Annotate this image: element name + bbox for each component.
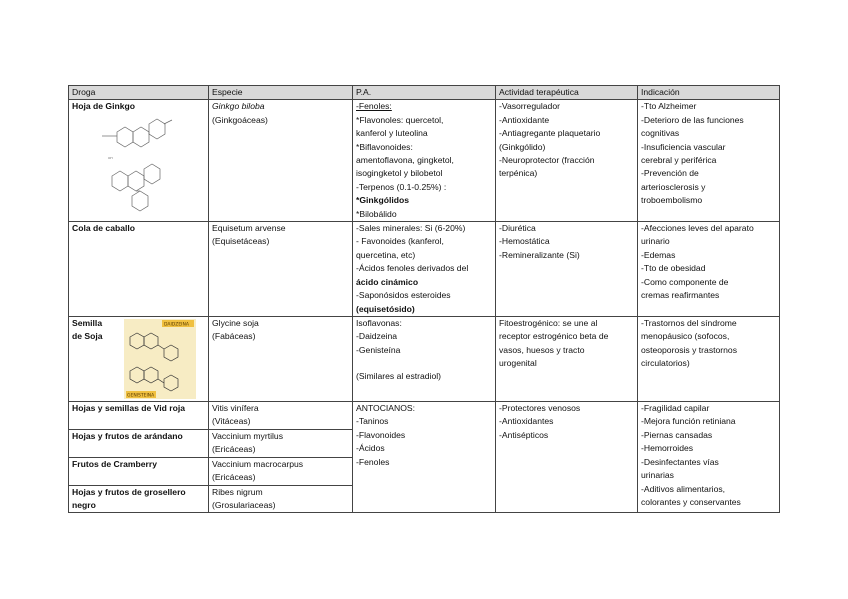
cell-actividad: [496, 100, 638, 222]
cell-pa: [353, 222, 496, 317]
drug-name: Cola de caballo: [72, 223, 136, 234]
drug-name: Hojas y semillas de Vid roja: [72, 403, 186, 414]
activity-line: receptor estrogénico beta de: [499, 331, 609, 342]
species-family: (Ericáceas): [212, 472, 256, 483]
pa-line: ácido cinámico: [356, 276, 419, 287]
indication-line: cognitivas: [641, 128, 680, 139]
pa-line: -Ácidos: [356, 443, 385, 454]
species-family: (Ericáceas): [212, 444, 256, 455]
indication-line: -Mejora función retiniana: [641, 416, 736, 427]
soy-isoflavone-structure: [124, 319, 196, 399]
activity-line: urogenital: [499, 358, 537, 369]
cell-especie: [209, 100, 353, 222]
species-name: Glycine soja: [212, 318, 259, 329]
cell-especie: [209, 457, 353, 485]
activity-line: -Vasorregulador: [499, 101, 560, 112]
cell-actividad: [496, 317, 638, 402]
indication-line: cremas reafirmantes: [641, 290, 720, 301]
pa-line: (Similares al estradiol): [356, 371, 442, 382]
cell-especie: [209, 429, 353, 457]
pa-line: amentoflavona, gingketol,: [356, 155, 454, 166]
cell-especie: [209, 485, 353, 513]
indication-line: -Trastornos del síndrome: [641, 318, 737, 329]
table-row: [69, 317, 780, 402]
header-indicacion: Indicación: [638, 86, 780, 100]
pa-line: *Bilobálido: [356, 208, 397, 219]
indication-line: cerebral y periférica: [641, 155, 717, 166]
header-especie: Especie: [209, 86, 353, 100]
species-name: Vaccinium myrtilus: [212, 430, 283, 441]
pa-line: quercetina, etc): [356, 249, 416, 260]
indication-line: -Tto Alzheimer: [641, 101, 697, 112]
pa-line: -Genisteína: [356, 344, 401, 355]
species-family: (Grosulariaceas): [212, 499, 276, 510]
activity-line: terpénica): [499, 168, 538, 179]
cell-indicacion: [638, 100, 780, 222]
drug-name: Semilla: [72, 318, 103, 329]
activity-line: -Hemostática: [499, 236, 550, 247]
drug-name: Hojas y frutos de grosellero negro: [72, 486, 186, 510]
pa-line: (equisetósido): [356, 303, 415, 314]
indication-line: -Piernas cansadas: [641, 429, 713, 440]
indication-line: urinario: [641, 236, 670, 247]
pa-line: - Favonoides (kanferol,: [356, 236, 444, 247]
pa-line: *Biflavonoides:: [356, 141, 413, 152]
header-row: [69, 86, 780, 100]
header-actividad: Actividad terapéutica: [496, 86, 638, 100]
pa-line: -Fenoles: [356, 456, 390, 467]
cell-actividad: [496, 402, 638, 513]
species-family: (Ginkgoáceas): [212, 114, 268, 125]
species-family: (Equisetáceas): [212, 236, 270, 247]
table-row: [69, 222, 780, 317]
cell-pa: [353, 402, 496, 513]
indication-line: colorantes y conservantes: [641, 496, 741, 507]
species-family: (Fabáceas): [212, 331, 256, 342]
indication-line: -Fragilidad capilar: [641, 403, 710, 414]
activity-line: -Protectores venosos: [499, 403, 581, 414]
cell-indicacion: [638, 402, 780, 513]
species-name: Vitis vinífera: [212, 403, 259, 414]
drug-name: Frutos de Cramberry: [72, 458, 158, 469]
pa-line: -Saponósidos esteroides: [356, 290, 451, 301]
activity-line: -Remineralizante (Si): [499, 249, 580, 260]
daidzein-label: DAIDZEINA: [164, 322, 189, 328]
indication-line: -Desinfectantes vías: [641, 456, 719, 467]
cell-droga: [69, 222, 209, 317]
activity-line: -Antioxidantes: [499, 416, 554, 427]
header-droga: Droga: [69, 86, 209, 100]
cell-especie: [209, 317, 353, 402]
cell-droga: [69, 317, 209, 402]
species-name: Ginkgo biloba: [212, 101, 265, 112]
cell-droga: [69, 429, 209, 457]
cell-pa: [353, 317, 496, 402]
indication-line: arteriosclerosis y: [641, 181, 706, 192]
cell-actividad: [496, 222, 638, 317]
drug-name: de Soja: [72, 331, 103, 342]
indication-line: -Afecciones leves del aparato: [641, 223, 754, 234]
pa-line: isogingketol y bilobetol: [356, 168, 443, 179]
table-row: [69, 100, 780, 222]
drug-table: [68, 85, 780, 513]
species-family: (Vitáceas): [212, 416, 251, 427]
activity-line: -Antioxidante: [499, 114, 550, 125]
cell-droga: [69, 100, 209, 222]
species-name: Ribes nigrum: [212, 486, 263, 497]
activity-line: -Antisépticos: [499, 429, 549, 440]
pa-line: -Ácidos fenoles derivados del: [356, 263, 469, 274]
cell-pa: [353, 100, 496, 222]
indication-line: urinarias: [641, 470, 674, 481]
indication-line: -Como componente de: [641, 276, 729, 287]
indication-line: -Prevención de: [641, 168, 699, 179]
indication-line: -Deterioro de las funciones: [641, 114, 744, 125]
table-row: [69, 402, 780, 430]
pa-line: Isoflavonas:: [356, 318, 402, 329]
indication-line: -Tto de obesidad: [641, 263, 706, 274]
drug-name: Hoja de Ginkgo: [72, 101, 136, 112]
species-name: Vaccinium macrocarpus: [212, 458, 304, 469]
pa-line: -Sales minerales: Si (6-20%): [356, 223, 466, 234]
indication-line: -Hemorroides: [641, 443, 694, 454]
pa-line: -Taninos: [356, 416, 389, 427]
pa-line: *Flavonoles: quercetol,: [356, 114, 444, 125]
activity-line: -Diurética: [499, 223, 536, 234]
indication-line: -Edemas: [641, 249, 676, 260]
indication-line: -Insuficiencia vascular: [641, 141, 726, 152]
cell-droga: [69, 402, 209, 430]
cell-indicacion: [638, 317, 780, 402]
pa-line: -Daidzeina: [356, 331, 398, 342]
indication-line: osteoporosis y trastornos: [641, 344, 738, 355]
pa-line: ANTOCIANOS:: [356, 403, 416, 414]
activity-line: vasos, huesos y tracto: [499, 344, 585, 355]
indication-line: troboembolismo: [641, 195, 703, 206]
cell-indicacion: [638, 222, 780, 317]
svg-text:OH: OH: [108, 155, 113, 160]
cell-droga: [69, 457, 209, 485]
activity-line: Fitoestrogénico: se une al: [499, 318, 598, 329]
indication-line: -Aditivos alimentarios,: [641, 483, 726, 494]
cell-especie: [209, 402, 353, 430]
pa-line: *Ginkgólidos: [356, 195, 409, 206]
drug-name: Hojas y frutos de arándano: [72, 430, 183, 441]
genistein-label: GENISTEINA: [127, 393, 155, 399]
pa-line: -Fenoles:: [356, 101, 392, 112]
activity-line: -Antiagregante plaquetario: [499, 128, 601, 139]
ginkgo-flavonoid-structure: [72, 114, 202, 214]
activity-line: (Ginkgólido): [499, 141, 546, 152]
pa-line: -Flavonoides: [356, 429, 406, 440]
indication-line: menopáusico (sofocos,: [641, 331, 730, 342]
indication-line: circulatorios): [641, 358, 690, 369]
header-pa: P.A.: [353, 86, 496, 100]
cell-especie: [209, 222, 353, 317]
pa-line: kanferol y luteolina: [356, 128, 428, 139]
cell-droga: [69, 485, 209, 513]
pa-line: -Terpenos (0.1-0.25%) :: [356, 181, 447, 192]
species-name: Equisetum arvense: [212, 223, 286, 234]
activity-line: -Neuroprotector (fracción: [499, 155, 595, 166]
